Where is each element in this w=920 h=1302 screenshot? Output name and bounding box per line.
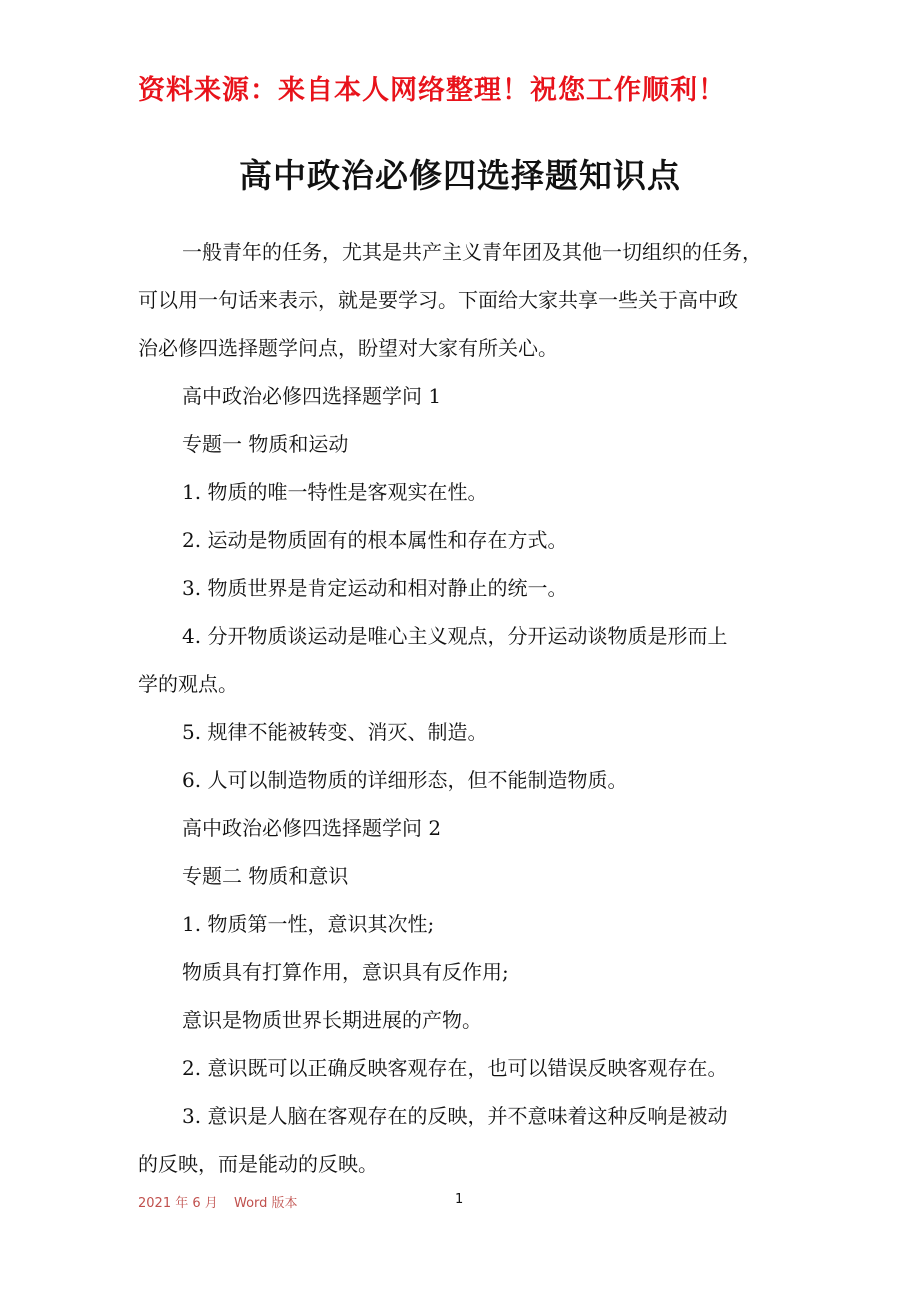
list-item: 6. 人可以制造物质的详细形态，但不能制造物质。: [182, 768, 628, 792]
topic-heading: 专题一 物质和运动: [182, 432, 349, 456]
list-item: 4. 分开物质谈运动是唯心主义观点，分开运动谈物质是形而上: [182, 624, 728, 648]
paragraph-line: 治必修四选择题学问点，盼望对大家有所关心。: [138, 336, 558, 360]
topic-heading: 专题二 物质和意识: [182, 864, 349, 888]
paragraph-line: 一般青年的任务，尤其是共产主义青年团及其他一切组织的任务，: [182, 240, 762, 264]
list-item: 2. 运动是物质固有的根本属性和存在方式。: [182, 528, 568, 552]
list-item: 1. 物质第一性，意识其次性;: [182, 912, 435, 936]
list-item-continuation: 学的观点。: [138, 672, 238, 696]
source-banner: 资料来源：来自本人网络整理！祝您工作顺利！: [138, 75, 726, 106]
list-item-continuation: 意识是物质世界长期进展的产物。: [182, 1008, 482, 1032]
footer-version: Word 版本: [234, 1196, 298, 1211]
section-heading: 高中政治必修四选择题学问 2: [182, 816, 442, 840]
list-item: 3. 意识是人脑在客观存在的反映，并不意味着这种反响是被动: [182, 1104, 728, 1128]
section-heading: 高中政治必修四选择题学问 1: [182, 384, 442, 408]
list-item: 1. 物质的唯一特性是客观实在性。: [182, 480, 488, 504]
list-item: 5. 规律不能被转变、消灭、制造。: [182, 720, 488, 744]
list-item-continuation: 的反映，而是能动的反映。: [138, 1152, 378, 1176]
list-item-continuation: 物质具有打算作用，意识具有反作用;: [182, 960, 509, 984]
page-number: 1: [455, 1192, 464, 1207]
list-item: 3. 物质世界是肯定运动和相对静止的统一。: [182, 576, 568, 600]
list-item: 2. 意识既可以正确反映客观存在，也可以错误反映客观存在。: [182, 1056, 728, 1080]
paragraph-line: 可以用一句话来表示，就是要学习。下面给大家共享一些关于高中政: [138, 288, 738, 312]
footer-date: 2021 年 6 月: [138, 1196, 218, 1211]
document-title: 高中政治必修四选择题知识点: [239, 156, 681, 195]
